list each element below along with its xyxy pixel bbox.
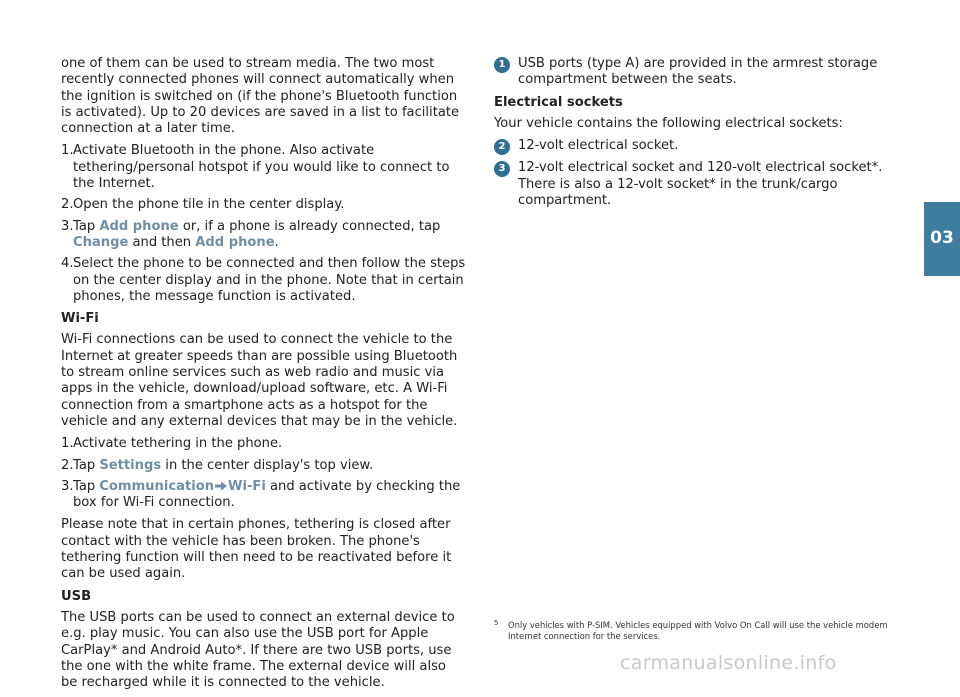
list-item	[494, 138, 908, 154]
callout-badge: 3	[494, 161, 510, 177]
step-text-pre: Tap	[73, 478, 100, 494]
step-text-post: .	[274, 234, 279, 250]
right-column	[494, 56, 908, 215]
step-number: 1.	[61, 436, 74, 452]
list-item	[61, 458, 466, 474]
step-number: 4.	[61, 256, 74, 272]
step-text-mid: and then	[128, 234, 196, 250]
step-text: Select the phone to be connected and then follow the steps on the center display and in the phone. Note that in certain phones, the message function is activated.	[73, 256, 466, 304]
tethering-note: Please note that in certain phones, tethering is closed after contact with the vehicle has been broken. The phone's tethering function will then need to be reactivated before it can be used again.	[61, 517, 452, 582]
ui-term-communication: Communication	[99, 478, 215, 494]
list-item	[61, 436, 466, 452]
usb-paragraph: The USB ports can be used to connect an external device to e.g. play music. You can also use the USB port for Apple CarPlay* and Android Auto*. If there are two USB ports, use the one with the white frame. The external device will also be recharged while it is connected to the vehicle.	[61, 609, 455, 691]
step-text-mid: or, if a phone is already connected, tap	[178, 218, 441, 234]
list-item	[61, 143, 466, 192]
wifi-heading: Wi-Fi	[61, 311, 99, 327]
footnote-text: Only vehicles with P-SIM. Vehicles equipped with Volvo On Call will use the vehicle modem Internet connection for the services.	[508, 620, 888, 641]
step-number: 3.	[61, 478, 74, 494]
step-text: Open the phone tile in the center display.	[73, 197, 345, 213]
sockets-intro: Your vehicle contains the following electrical sockets:	[494, 115, 843, 131]
ui-term-settings: Settings	[99, 457, 162, 473]
arrow-right-icon	[214, 479, 228, 495]
bluetooth-steps	[61, 143, 466, 305]
usb-heading: USB	[61, 588, 92, 604]
footnote-number: 5	[494, 619, 499, 627]
ui-term-add-phone: Add phone	[195, 234, 275, 250]
step-text-post: in the center display's top view.	[161, 457, 374, 473]
step-text-post: and activate by checking the box for Wi-Fi connection.	[73, 478, 461, 511]
usb-ports-text: USB ports (type A) are provided in the armrest storage compartment between the seats.	[518, 56, 878, 88]
step-number: 2.	[61, 457, 74, 473]
ui-term-change: Change	[73, 234, 129, 250]
socket-text: 12-volt electrical socket and 120-volt electrical socket*. There is also a 12-volt socket* in the trunk/cargo compartment.	[518, 160, 883, 209]
wifi-steps	[61, 436, 466, 511]
step-number: 1.	[61, 143, 74, 159]
left-column	[61, 56, 466, 697]
ui-term-add-phone: Add phone	[99, 218, 179, 234]
callout-badge: 1	[494, 57, 510, 73]
watermark: carmanualsonline.info	[620, 652, 837, 674]
step-text: Activate tethering in the phone.	[73, 436, 283, 452]
list-item	[61, 219, 466, 252]
list-item	[61, 197, 466, 213]
step-text: Activate Bluetooth in the phone. Also activate tethering/personal hotspot if you would like to connect to the Internet.	[73, 143, 450, 192]
step-number: 2.	[61, 197, 74, 213]
list-item	[61, 256, 466, 305]
chapter-number: 03	[930, 228, 954, 248]
intro-paragraph: one of them can be used to stream media. The two most recently connected phones will connect automatically when the ignition is switched on (if the phone's Bluetooth function is activated). Up to 20 devices are saved in a list to facilitate connection at a later time.	[61, 56, 460, 137]
sockets-heading: Electrical sockets	[494, 94, 623, 110]
chapter-tab	[924, 202, 960, 276]
step-number: 3.	[61, 218, 74, 234]
footnote	[494, 620, 906, 641]
wifi-paragraph: Wi-Fi connections can be used to connect the vehicle to the Internet at greater speeds than are possible using Bluetooth to stream online services such as web radio and music via apps in the vehicle, download/upload software, etc. A Wi-Fi connection from a smartphone acts as a hotspot for the vehicle and any external devices that may be in the vehicle.	[61, 332, 458, 429]
step-text-pre: Tap	[73, 457, 100, 473]
list-item	[494, 56, 908, 89]
callout-badge: 2	[494, 139, 510, 155]
step-text-pre: Tap	[73, 218, 100, 234]
ui-term-wifi: Wi-Fi	[228, 478, 266, 494]
list-item	[494, 160, 908, 209]
list-item	[61, 479, 466, 512]
socket-text: 12-volt electrical socket.	[518, 138, 679, 154]
